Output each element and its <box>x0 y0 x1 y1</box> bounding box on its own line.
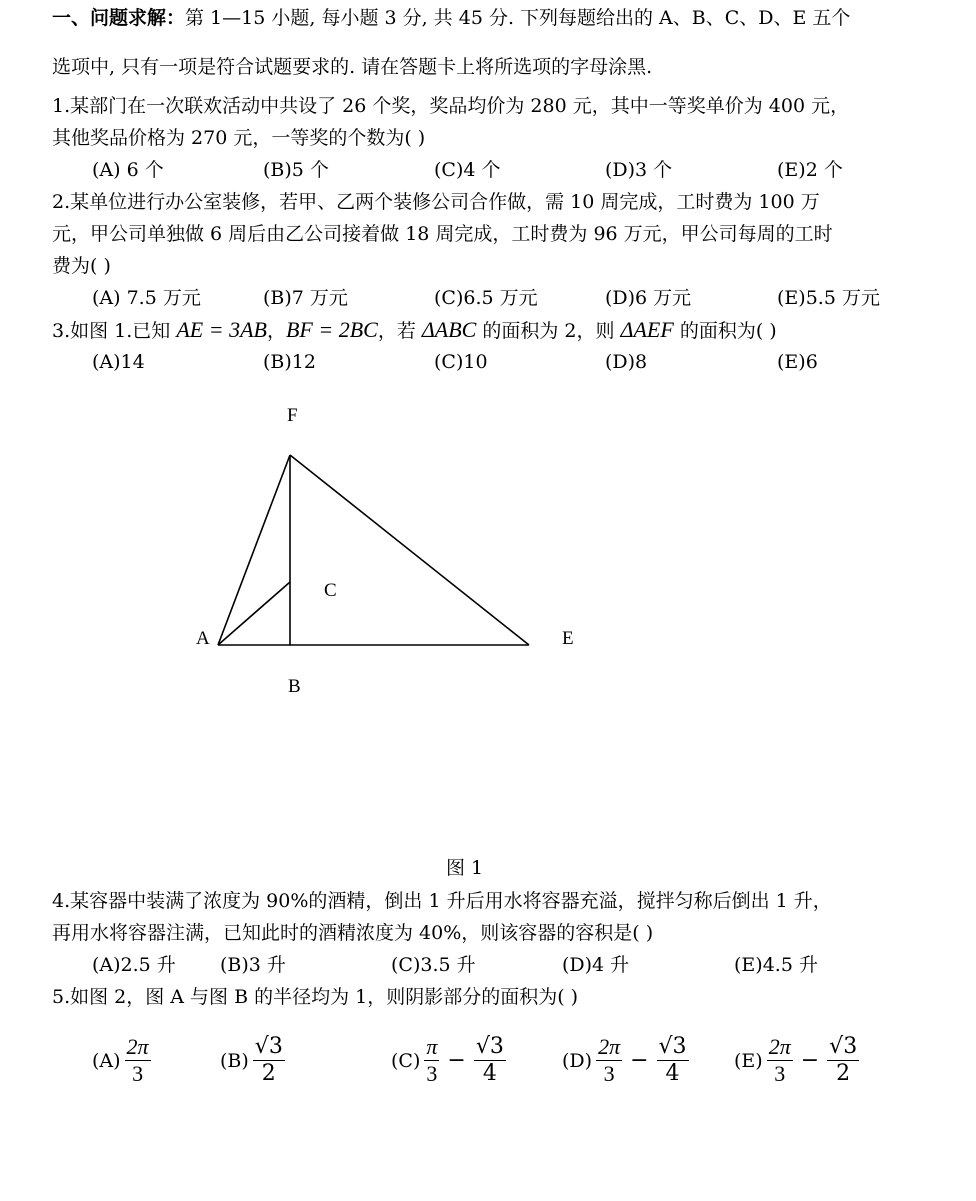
q1-option-d[interactable]: (D)3 个 <box>605 159 673 181</box>
section-intro-line-2: 选项中, 只有一项是符合试题要求的. 请在答题卡上将所选项的字母涂黑. <box>52 56 653 78</box>
q1-line-1: 1.某部门在一次联欢活动中共设了 26 个奖，奖品均价为 280 元，其中一等奖单价为 400 元， <box>52 95 850 117</box>
q4-line-1: 4.某容器中装满了浓度为 90%的酒精，倒出 1 升后用水将容器充溢，搅拌匀称后倒出 1 升， <box>52 890 832 912</box>
q5-option-b-fraction <box>253 1034 285 1087</box>
figure-label-b: B <box>288 676 301 697</box>
q5-option-d-denominator-1: 3 <box>603 1061 615 1086</box>
q5-option-a-denominator: 3 <box>132 1061 144 1086</box>
q1-line-2: 其他奖品价格为 270 元，一等奖的个数为( ) <box>52 127 426 149</box>
q3-sep: ， <box>266 320 286 342</box>
q1-option-e[interactable]: (E)2 个 <box>777 159 843 181</box>
q3-equation-bf: BF = 2BC <box>285 317 378 342</box>
q5-option-e-denominator-1: 3 <box>774 1061 786 1086</box>
q3-mid: ，若 <box>377 320 422 342</box>
q3-prefix: 3.如图 1.已知 <box>52 320 177 342</box>
q5-option-c-denominator-2: 4 <box>482 1061 497 1086</box>
q2-option-c[interactable]: (C)6.5 万元 <box>434 287 538 309</box>
q3-mid2: 的面积为 2，则 <box>476 320 621 342</box>
q2-option-b[interactable]: (B)7 万元 <box>263 287 348 309</box>
q2-line-3: 费为( ) <box>52 255 111 277</box>
q5-option-d-minus: − <box>630 1048 649 1073</box>
q5-option-e-numerator-2: √3 <box>829 1034 858 1059</box>
q5-option-a-label: (A) <box>92 1049 121 1072</box>
figure-label-e: E <box>562 628 574 649</box>
q5-option-d-numerator-1: 2π <box>598 1034 621 1059</box>
q5-option-c-numerator-1: π <box>426 1034 438 1059</box>
q5-option-e-minus: − <box>800 1048 820 1073</box>
segment-ac <box>218 582 290 645</box>
q4-option-e[interactable]: (E)4.5 升 <box>734 954 818 976</box>
q5-option-d-denominator-2: 4 <box>665 1061 680 1086</box>
q2-line-2: 元，甲公司单独做 6 周后由乙公司接着做 18 周完成，工时费为 96 万元，甲公司每周的工时 <box>52 223 833 245</box>
q3-triangle-aef: ΔAEF <box>620 317 674 342</box>
q3-option-b[interactable]: (B)12 <box>263 351 316 373</box>
section-title: 一、问题求解： <box>52 7 186 29</box>
q2-option-a[interactable]: (A) 7.5 万元 <box>92 287 201 309</box>
q5-option-e-fraction-1 <box>767 1034 793 1087</box>
section-intro-1: 第 1—15 小题, 每小题 3 分, 共 45 分. 下列每题给出的 A、B、C、D、E 五个 <box>185 7 851 29</box>
q5-option-d-numerator-2: √3 <box>658 1034 687 1059</box>
q5-option-c-fraction-1 <box>424 1034 439 1087</box>
q3-option-c[interactable]: (C)10 <box>434 351 488 373</box>
q5-option-c-numerator-2: √3 <box>475 1034 504 1059</box>
q5-option-e-fraction-2 <box>827 1034 859 1087</box>
q1-option-c[interactable]: (C)4 个 <box>434 159 501 181</box>
q5-option-c[interactable] <box>391 1034 508 1087</box>
q3-option-d[interactable]: (D)8 <box>605 351 648 373</box>
q4-option-b[interactable]: (B)3 升 <box>220 954 286 976</box>
q3-option-a[interactable]: (A)14 <box>92 351 145 373</box>
q3-suffix: 的面积为( ) <box>673 320 777 342</box>
q5-option-a-fraction <box>125 1034 151 1087</box>
q2-option-e[interactable]: (E)5.5 万元 <box>777 287 880 309</box>
q5-option-a[interactable] <box>92 1034 153 1087</box>
segment-af <box>218 455 290 645</box>
q5-option-b-denominator: 2 <box>261 1061 276 1086</box>
q5-option-d-fraction-2 <box>657 1034 689 1087</box>
q5-option-e-numerator-1: 2π <box>768 1034 791 1059</box>
q3-equation-ae: AE = 3AB <box>176 317 267 342</box>
q1-option-b[interactable]: (B)5 个 <box>263 159 329 181</box>
q5-option-a-numerator: 2π <box>126 1034 149 1059</box>
figure-1-caption: 图 1 <box>446 857 484 879</box>
q5-option-e-denominator-2: 2 <box>836 1061 851 1086</box>
q3-option-e[interactable]: (E)6 <box>777 351 818 373</box>
q5-option-d-fraction-1 <box>596 1034 622 1087</box>
q3-triangle-abc: ΔABC <box>421 317 477 342</box>
q5-option-c-label: (C) <box>391 1049 421 1072</box>
q5-option-d-label: (D) <box>562 1049 593 1072</box>
q5-line-1: 5.如图 2，图 A 与图 B 的半径均为 1，则阴影部分的面积为( ) <box>52 986 579 1008</box>
q5-option-d[interactable] <box>562 1034 691 1087</box>
q5-option-c-minus: − <box>447 1048 466 1073</box>
q5-option-e[interactable] <box>734 1034 861 1087</box>
q2-line-1: 2.某单位进行办公室装修，若甲、乙两个装修公司合作做，需 10 周完成，工时费为 100 万 <box>52 191 820 213</box>
q5-option-c-denominator-1: 3 <box>426 1061 438 1086</box>
q5-option-b[interactable] <box>220 1034 287 1087</box>
figure-label-a: A <box>196 628 210 649</box>
q5-option-b-numerator: √3 <box>254 1034 283 1059</box>
q4-option-a[interactable]: (A)2.5 升 <box>92 954 176 976</box>
q1-option-a[interactable]: (A) 6 个 <box>92 159 164 181</box>
q4-option-d[interactable]: (D)4 升 <box>562 954 630 976</box>
figure-label-f: F <box>287 405 298 426</box>
figure-label-c: C <box>324 580 337 601</box>
q5-option-e-label: (E) <box>734 1049 763 1072</box>
q5-option-c-fraction-2 <box>474 1034 506 1087</box>
q4-line-2: 再用水将容器注满，已知此时的酒精浓度为 40%，则该容器的容积是( ) <box>52 922 654 944</box>
q2-option-d[interactable]: (D)6 万元 <box>605 287 692 309</box>
segment-fe <box>290 455 529 645</box>
q5-option-b-label: (B) <box>220 1049 249 1072</box>
q4-option-c[interactable]: (C)3.5 升 <box>391 954 476 976</box>
